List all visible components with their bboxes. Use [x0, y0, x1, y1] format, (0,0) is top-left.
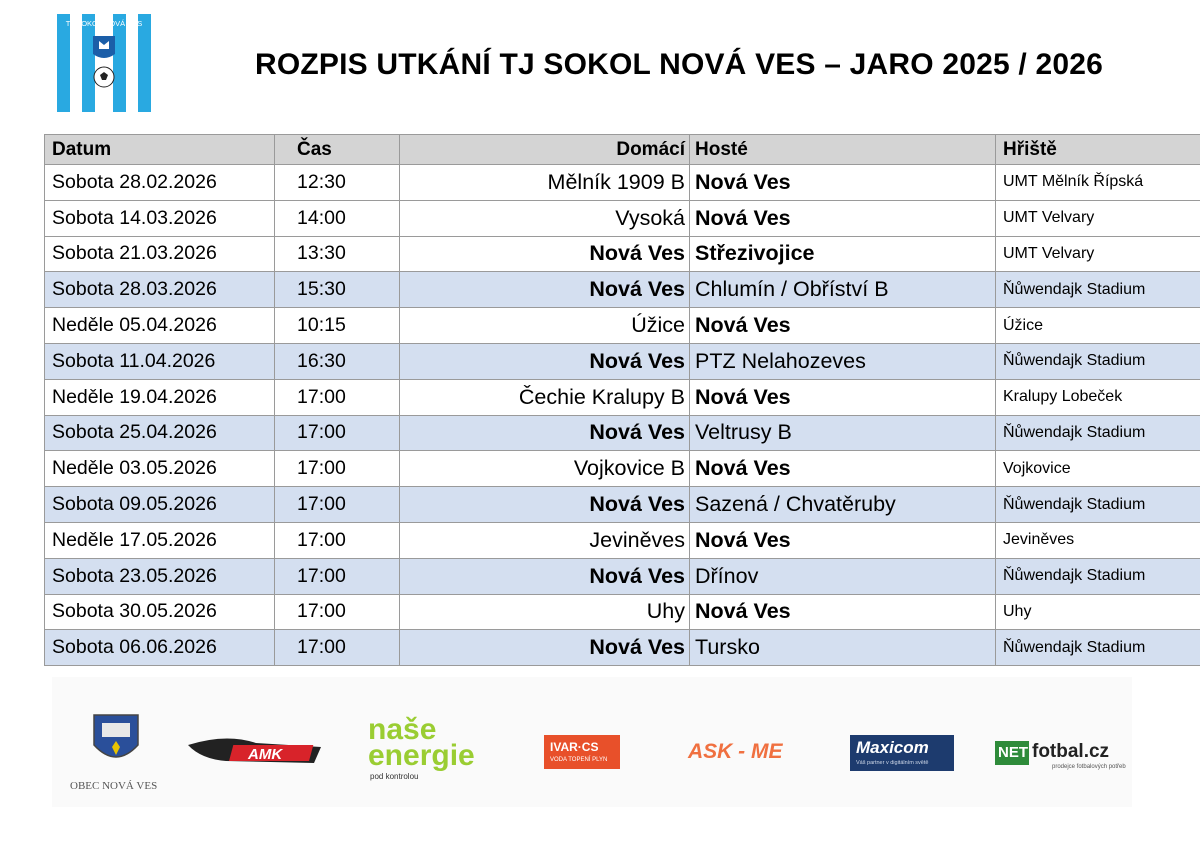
table-row — [45, 415, 1200, 451]
cell-date: Sobota 28.03.2026 — [45, 272, 275, 308]
table-row — [45, 558, 1200, 594]
ivar-text: IVAR·CS — [550, 740, 599, 754]
cell-date: Sobota 21.03.2026 — [45, 236, 275, 272]
logo-top-text: TJ SOKOL NOVÁ VES — [65, 19, 143, 28]
cell-time: 17:00 — [275, 558, 400, 594]
cell-time: 15:30 — [275, 272, 400, 308]
match-schedule-table — [44, 134, 1200, 666]
cell-away: Nová Ves — [690, 379, 996, 415]
sponsor-askme: ASK - ME — [688, 740, 783, 763]
ivar-sub: VODA TOPENÍ PLYN — [550, 757, 608, 763]
maxicom-sub: Váš partner v digitálním světě — [856, 760, 929, 766]
cell-date: Neděle 17.05.2026 — [45, 522, 275, 558]
cell-date: Sobota 11.04.2026 — [45, 343, 275, 379]
cell-date: Sobota 14.03.2026 — [45, 200, 275, 236]
cell-away: Chlumín / Obříství B — [690, 272, 996, 308]
table-row — [45, 236, 1200, 272]
amk-text: AMK — [248, 746, 283, 763]
cell-away: Tursko — [690, 630, 996, 666]
header-date: Datum — [45, 135, 275, 165]
cell-date: Sobota 30.05.2026 — [45, 594, 275, 630]
sponsor-ivar-logo — [544, 735, 620, 769]
table-row — [45, 343, 1200, 379]
cell-venue: UMT Mělník Řípská — [996, 165, 1200, 201]
header-away: Hosté — [690, 135, 996, 165]
table-row — [45, 308, 1200, 344]
cell-away: PTZ Nelahozeves — [690, 343, 996, 379]
cell-venue: Ňůwendajk Stadium — [996, 630, 1200, 666]
cell-home: Nová Ves — [400, 487, 690, 523]
cell-date: Neděle 05.04.2026 — [45, 308, 275, 344]
sponsor-amk-logo — [186, 735, 326, 771]
sponsor-nase-sub: pod kontrolou — [370, 772, 419, 781]
sponsor-maxicom-logo — [850, 735, 954, 771]
page-title: ROZPIS UTKÁNÍ TJ SOKOL NOVÁ VES – JARO 2025 / 2026 — [255, 48, 1104, 81]
cell-date: Sobota 09.05.2026 — [45, 487, 275, 523]
cell-date: Sobota 23.05.2026 — [45, 558, 275, 594]
cell-away: Nová Ves — [690, 451, 996, 487]
cell-time: 17:00 — [275, 415, 400, 451]
cell-venue: Ňůwendajk Stadium — [996, 558, 1200, 594]
table-row — [45, 594, 1200, 630]
cell-date: Neděle 03.05.2026 — [45, 451, 275, 487]
cell-date: Sobota 25.04.2026 — [45, 415, 275, 451]
cell-time: 12:30 — [275, 165, 400, 201]
cell-home: Nová Ves — [400, 558, 690, 594]
cell-time: 17:00 — [275, 522, 400, 558]
cell-away: Sazená / Chvatěruby — [690, 487, 996, 523]
cell-away: Veltrusy B — [690, 415, 996, 451]
table-row — [45, 487, 1200, 523]
cell-venue: Ňůwendajk Stadium — [996, 343, 1200, 379]
cell-date: Sobota 28.02.2026 — [45, 165, 275, 201]
cell-venue: Ňůwendajk Stadium — [996, 487, 1200, 523]
table-row — [45, 379, 1200, 415]
club-logo — [55, 14, 153, 112]
fotbal-text: fotbal.cz — [1032, 741, 1110, 762]
cell-time: 16:30 — [275, 343, 400, 379]
cell-venue: Kralupy Lobeček — [996, 379, 1200, 415]
obec-coat-of-arms-icon — [92, 713, 140, 769]
cell-home: Čechie Kralupy B — [400, 379, 690, 415]
table-row — [45, 451, 1200, 487]
table-row — [45, 630, 1200, 666]
cell-home: Nová Ves — [400, 415, 690, 451]
cell-home: Uhy — [400, 594, 690, 630]
cell-time: 17:00 — [275, 451, 400, 487]
cell-venue: Úžice — [996, 308, 1200, 344]
cell-date: Neděle 19.04.2026 — [45, 379, 275, 415]
cell-away: Dřínov — [690, 558, 996, 594]
net-text: NET — [998, 744, 1028, 761]
cell-time: 10:15 — [275, 308, 400, 344]
cell-venue: UMT Velvary — [996, 200, 1200, 236]
cell-venue: UMT Velvary — [996, 236, 1200, 272]
cell-venue: Vojkovice — [996, 451, 1200, 487]
cell-home: Úžice — [400, 308, 690, 344]
cell-away: Nová Ves — [690, 200, 996, 236]
cell-venue: Ňůwendajk Stadium — [996, 272, 1200, 308]
cell-away: Nová Ves — [690, 165, 996, 201]
cell-venue: Ňůwendajk Stadium — [996, 415, 1200, 451]
cell-away: Nová Ves — [690, 594, 996, 630]
fotbal-sub: prodejce fotbalových potřeb — [1052, 764, 1126, 770]
table-row — [45, 200, 1200, 236]
cell-time: 17:00 — [275, 594, 400, 630]
cell-home: Nová Ves — [400, 272, 690, 308]
table-header-row — [45, 135, 1200, 165]
cell-home: Nová Ves — [400, 236, 690, 272]
cell-date: Sobota 06.06.2026 — [45, 630, 275, 666]
header-venue: Hřiště — [996, 135, 1200, 165]
sponsor-nase-line1: naše — [368, 713, 437, 746]
sponsor-net-box — [995, 741, 1029, 765]
cell-venue: Uhy — [996, 594, 1200, 630]
cell-away: Nová Ves — [690, 522, 996, 558]
cell-time: 13:30 — [275, 236, 400, 272]
header-home: Domácí — [400, 135, 690, 165]
cell-home: Vojkovice B — [400, 451, 690, 487]
cell-home: Nová Ves — [400, 630, 690, 666]
cell-home: Jeviněves — [400, 522, 690, 558]
cell-time: 17:00 — [275, 630, 400, 666]
cell-time: 17:00 — [275, 487, 400, 523]
cell-venue: Jeviněves — [996, 522, 1200, 558]
table-row — [45, 272, 1200, 308]
logo-year: 1940 — [96, 101, 112, 108]
cell-time: 17:00 — [275, 379, 400, 415]
cell-home: Vysoká — [400, 200, 690, 236]
header-time: Čas — [275, 135, 400, 165]
cell-time: 14:00 — [275, 200, 400, 236]
cell-home: Nová Ves — [400, 343, 690, 379]
cell-away: Nová Ves — [690, 308, 996, 344]
table-row — [45, 165, 1200, 201]
sponsors-strip — [52, 677, 1132, 807]
sponsor-nase-line2: energie — [368, 739, 475, 772]
cell-home: Mělník 1909 B — [400, 165, 690, 201]
sponsor-obec-label: OBEC NOVÁ VES — [70, 780, 158, 792]
maxicom-text: Maxicom — [856, 738, 929, 757]
table-row — [45, 522, 1200, 558]
cell-away: Střezivojice — [690, 236, 996, 272]
